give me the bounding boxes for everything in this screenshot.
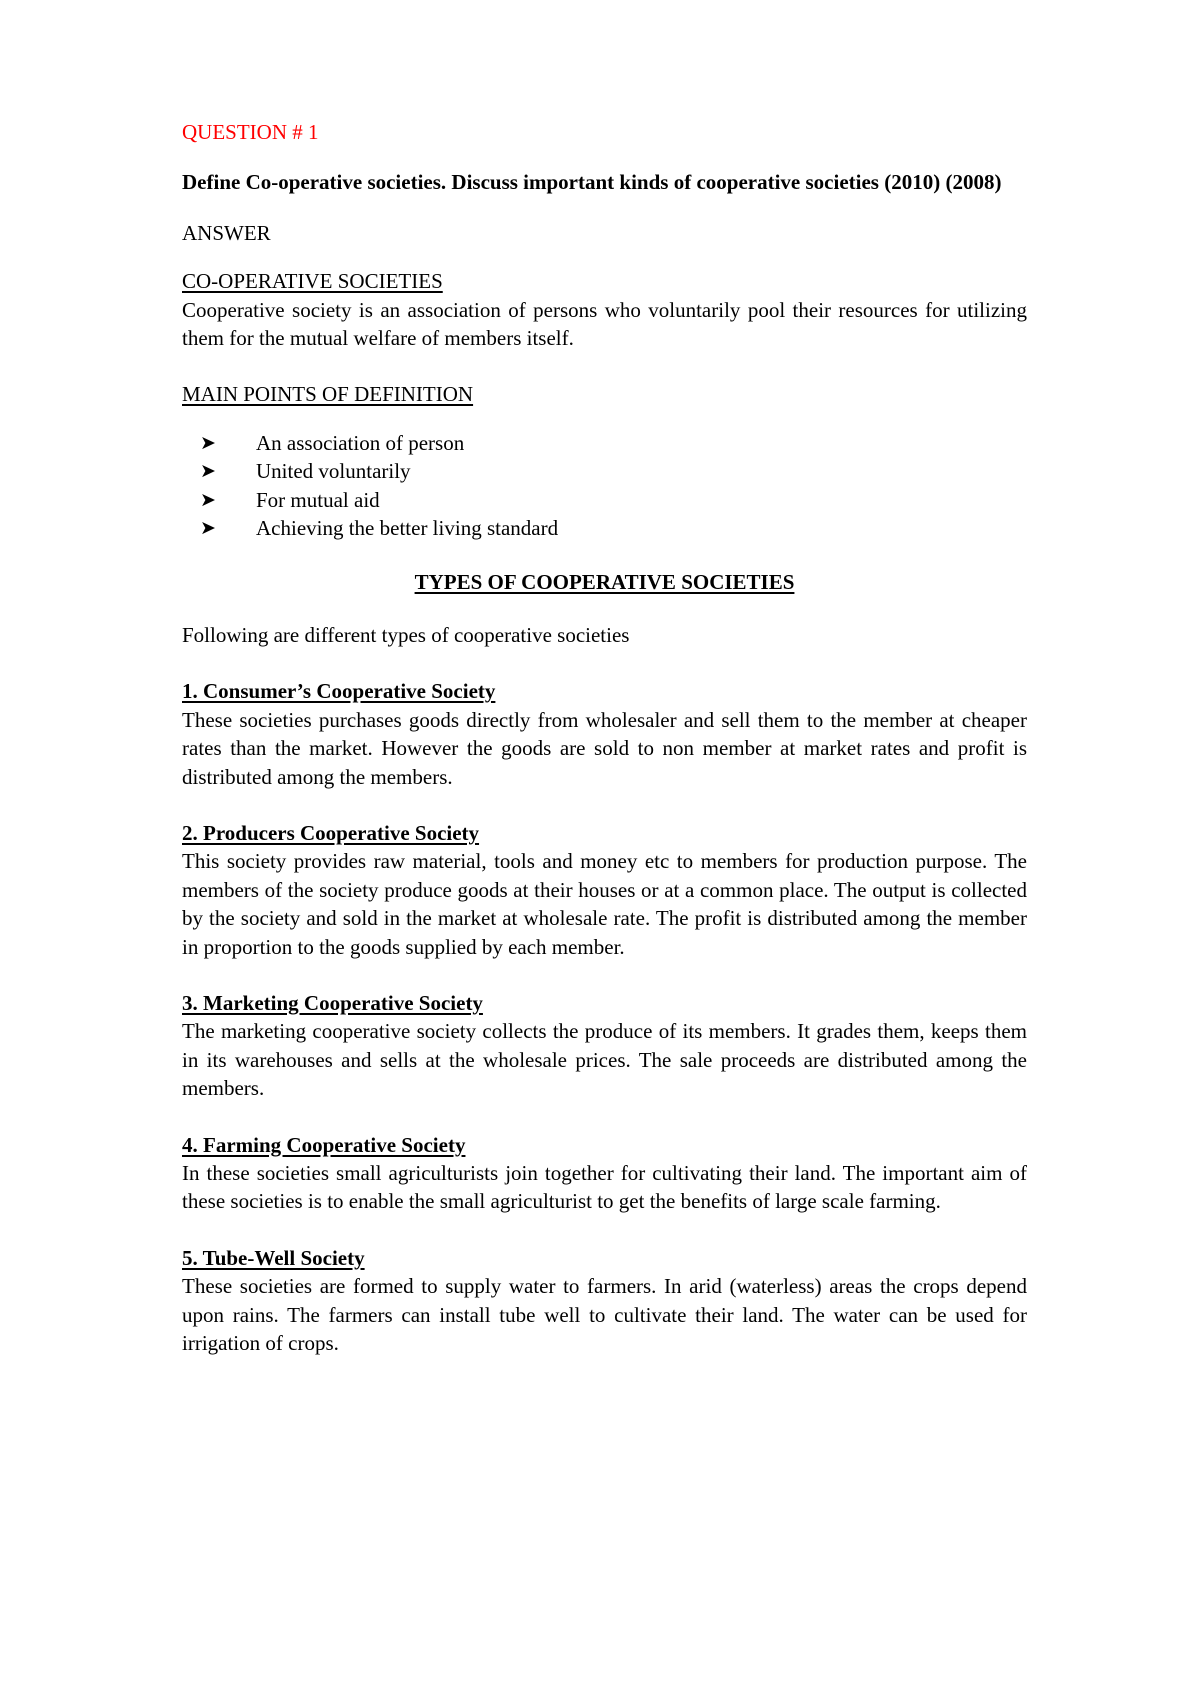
list-item: ➤ For mutual aid [200,486,1027,514]
answer-label: ANSWER [182,220,271,245]
type-section-consumers [182,677,1027,791]
type-title: 3. Marketing Cooperative Society [182,990,483,1015]
type-description: The marketing cooperative society collects the produce of its members. It grades them, keeps them in its warehouses and sells at the wholesale prices. The sale proceeds are distributed among the members. [182,1019,1027,1101]
main-points-list [182,429,1027,543]
coop-definition: Cooperative society is an association of persons who voluntarily pool their resources for utilizing them for the mutual welfare of members itself. [182,297,1027,351]
arrowhead-bullet-icon: ➤ [200,431,216,454]
coop-heading: CO-OPERATIVE SOCIETIES [182,269,443,294]
main-points-section [182,380,1027,542]
list-item: ➤ An association of person [200,429,1027,457]
document-page [182,118,1027,1385]
type-description: These societies are formed to supply water to farmers. In arid (waterless) areas the crops depend upon rains. The farmers can install tube well to cultivate their land. The water can be used for irrigation of crops. [182,1274,1027,1355]
main-points-heading: MAIN POINTS OF DEFINITION [182,382,474,407]
type-description: This society provides raw material, tools and money etc to members for production purpose. The members of the society produce goods at their houses or at a common place. The output is collected by the society and sold in the market at wholesale rate. The profit is distributed among the member in proportion to the goods supplied by each member. [182,849,1027,959]
arrowhead-bullet-icon: ➤ [200,488,216,511]
type-title: 4. Farming Cooperative Society [182,1132,466,1157]
type-section-marketing [182,989,1027,1103]
arrowhead-bullet-icon: ➤ [200,517,216,540]
type-section-tube-well [182,1244,1027,1358]
type-description: These societies purchases goods directly from wholesaler and sell them to the member at cheaper rates than the market. However the goods are sold to non member at market rates and profit is distributed among the members. [182,707,1027,789]
type-title: 5. Tube-Well Society [182,1245,365,1270]
list-item: ➤ United voluntarily [200,457,1027,485]
question-label: QUESTION # 1 [182,120,319,144]
type-section-farming [182,1131,1027,1216]
question-prompt: Define Co-operative societies. Discuss important kinds of cooperative societies (2010) (2008) [182,170,1002,195]
arrowhead-bullet-icon: ➤ [200,460,216,483]
type-title: 1. Consumer’s Cooperative Society [182,679,496,704]
coop-section [182,267,1027,352]
types-heading: TYPES OF COOPERATIVE SOCIETIES [414,570,795,595]
list-item: ➤ Achieving the better living standard [200,514,1027,542]
type-title: 2. Producers Cooperative Society [182,820,480,845]
types-intro: Following are different types of cooperative societies [182,622,630,647]
type-section-producers [182,819,1027,961]
type-description: In these societies small agriculturists join together for cultivating their land. The important aim of these societies is to enable the small agriculturist to get the benefits of large scale farming. [182,1160,1027,1214]
